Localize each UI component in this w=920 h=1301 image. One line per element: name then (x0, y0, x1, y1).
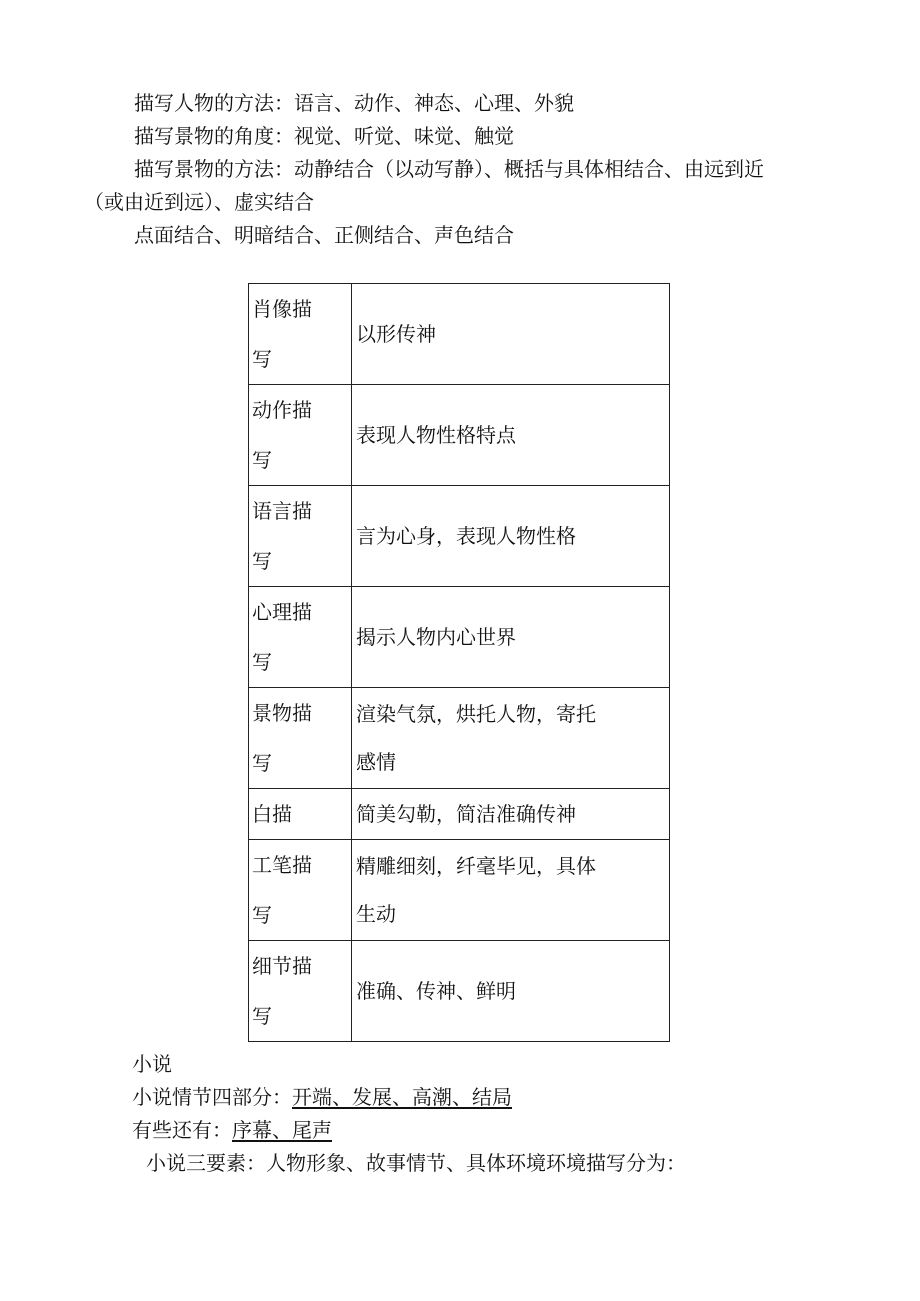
meaning-text: 以形传神 (356, 322, 436, 346)
table-row (249, 941, 670, 1042)
scenery-methods-line: 描写景物的方法：动静结合（以动写静）、概括与具体相结合、由远到近 (134, 157, 764, 181)
term-cell (249, 385, 352, 486)
term-text-cont: 写 (252, 448, 272, 472)
term-text: 细节描 (252, 954, 312, 978)
table-row (249, 385, 670, 486)
plot-value: 开端、发展、高潮、结局 (292, 1085, 512, 1109)
extra-parts-line (132, 1115, 332, 1145)
term-cell (249, 486, 352, 587)
term-text: 景物描 (252, 701, 312, 725)
meaning-text: 揭示人物内心世界 (356, 625, 516, 649)
extra-label: 有些还有： (132, 1118, 232, 1142)
term-text: 工笔描 (252, 853, 312, 877)
meaning-cell (352, 789, 670, 840)
term-text: 语言描 (252, 499, 312, 523)
term-cell (249, 587, 352, 688)
term-cell (249, 284, 352, 385)
meaning-text: 简美勾勒，简洁准确传神 (356, 802, 576, 826)
meaning-cell (352, 941, 670, 1042)
meaning-text: 准确、传神、鲜明 (356, 979, 516, 1003)
scenery-methods-line-cont: （或由近到远）、虚实结合 (84, 190, 314, 214)
term-text-cont: 写 (252, 347, 272, 371)
term-text: 心理描 (252, 600, 312, 624)
meaning-text-cont: 生动 (356, 902, 396, 926)
meaning-text: 精雕细刻，纤毫毕见，具体 (356, 854, 596, 878)
character-methods-line: 描写人物的方法：语言、动作、神态、心理、外貌 (134, 91, 574, 115)
term-text: 肖像描 (252, 297, 312, 321)
term-text-cont: 写 (252, 549, 272, 573)
meaning-text-cont: 感情 (356, 750, 396, 774)
meaning-text: 言为心身，表现人物性格 (356, 524, 576, 548)
combination-methods-line: 点面结合、明暗结合、正侧结合、声色结合 (134, 223, 514, 247)
meaning-text: 渲染气氛，烘托人物，寄托 (356, 702, 596, 726)
scenery-angles-line: 描写景物的角度：视觉、听觉、味觉、触觉 (134, 124, 514, 148)
term-cell (249, 840, 352, 941)
term-text: 白描 (252, 802, 292, 826)
term-text-cont: 写 (252, 650, 272, 674)
table-row (249, 587, 670, 688)
term-cell (249, 941, 352, 1042)
table-row (249, 840, 670, 941)
table-row (249, 284, 670, 385)
novel-heading: 小说 (132, 1052, 172, 1076)
table-row (249, 688, 670, 789)
meaning-cell (352, 587, 670, 688)
meaning-cell (352, 385, 670, 486)
meaning-text: 表现人物性格特点 (356, 423, 516, 447)
term-text-cont: 写 (252, 751, 272, 775)
plot-parts-line (132, 1082, 512, 1112)
meaning-cell (352, 840, 670, 941)
extra-value: 序幕、尾声 (232, 1118, 332, 1142)
meaning-cell (352, 486, 670, 587)
term-cell (249, 688, 352, 789)
meaning-cell (352, 688, 670, 789)
term-text-cont: 写 (252, 1004, 272, 1028)
plot-label: 小说情节四部分： (132, 1085, 292, 1109)
meaning-cell (352, 284, 670, 385)
table-row (249, 789, 670, 840)
table-row (249, 486, 670, 587)
term-text-cont: 写 (252, 903, 272, 927)
description-table (248, 283, 670, 1042)
novel-elements-line: 小说三要素：人物形象、故事情节、具体环境环境描写分为： (146, 1151, 686, 1175)
term-cell (249, 789, 352, 840)
term-text: 动作描 (252, 398, 312, 422)
